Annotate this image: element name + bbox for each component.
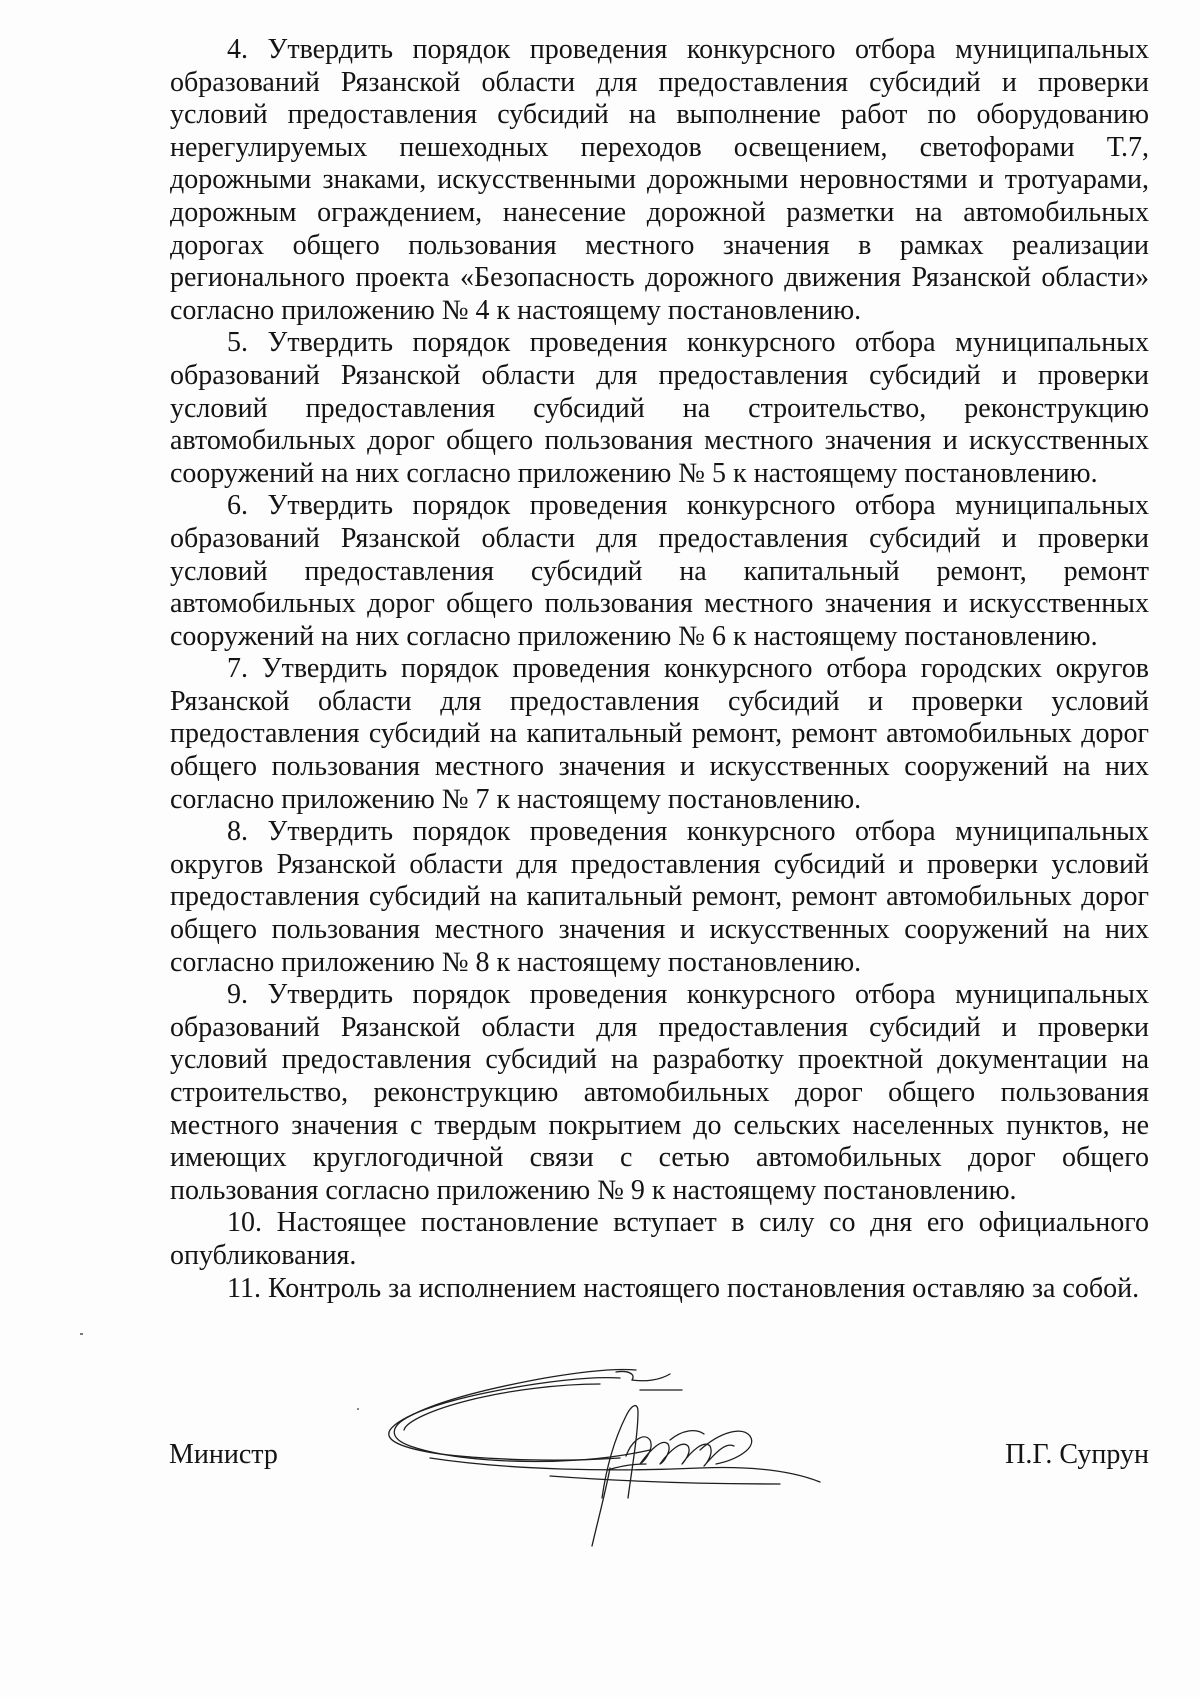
- signer-position: Министр: [169, 1439, 278, 1470]
- paragraph-item-9: 9. Утвердить порядок проведения конкурсного отбора муниципальных образований Рязанской области для предоставления субсидий и проверки условий предоставления субсидий на разработку проектной документации на строительство, реконструкцию автомобильных дорог общего пользования местного значения с твердым покрытием до сельских населенных пунктов, не имеющих круглогодичной связи с сетью автомобильных дорог общего пользования согласно приложению № 9 к настоящему постановлению.: [170, 979, 1149, 1206]
- paragraph-item-8: 8. Утвердить порядок проведения конкурсного отбора муниципальных округов Рязанской области для предоставления субсидий и проверки условий предоставления субсидий на капитальный ремонт, ремонт автомобильных дорог общего пользования местного значения и искусственных сооружений на них согласно приложению № 8 к настоящему постановлению.: [170, 816, 1149, 978]
- scan-speck: [80, 1333, 83, 1335]
- handwritten-signature: [370, 1360, 840, 1550]
- scan-speck: [357, 1408, 359, 1410]
- signer-name: П.Г. Супрун: [1005, 1439, 1149, 1470]
- paragraph-item-11: 11. Контроль за исполнением настоящего постановления оставляю за собой.: [227, 1272, 1140, 1304]
- paragraph-item-4: 4. Утвердить порядок проведения конкурсного отбора муниципальных образований Рязанской области для предоставления субсидий и проверки условий предоставления субсидий на выполнение работ по оборудованию нерегулируемых пешеходных переходов освещением, светофорами Т.7, дорожными знаками, искусственными дорожными неровностями и тротуарами, дорожным ограждением, нанесение дорожной разметки на автомобильных дорогах общего пользования местного значения в рамках реализации регионального проекта «Безопасность дорожного движения Рязанской области» согласно приложению № 4 к настоящему постановлению.: [170, 34, 1149, 326]
- document-body: [170, 34, 1149, 1305]
- paragraph-item-5: 5. Утвердить порядок проведения конкурсного отбора муниципальных образований Рязанской области для предоставления субсидий и проверки условий предоставления субсидий на строительство, реконструкцию автомобильных дорог общего пользования местного значения и искусственных сооружений на них согласно приложению № 5 к настоящему постановлению.: [170, 327, 1149, 489]
- paragraph-item-7: 7. Утвердить порядок проведения конкурсного отбора городских округов Рязанской области для предоставления субсидий и проверки условий предоставления субсидий на капитальный ремонт, ремонт автомобильных дорог общего пользования местного значения и искусственных сооружений на них согласно приложению № 7 к настоящему постановлению.: [170, 653, 1149, 815]
- paragraph-item-6: 6. Утвердить порядок проведения конкурсного отбора муниципальных образований Рязанской области для предоставления субсидий и проверки условий предоставления субсидий на капитальный ремонт, ремонт автомобильных дорог общего пользования местного значения и искусственных сооружений на них согласно приложению № 6 к настоящему постановлению.: [170, 490, 1149, 652]
- paragraph-item-10: 10. Настоящее постановление вступает в силу со дня его официального опубликования.: [170, 1207, 1149, 1271]
